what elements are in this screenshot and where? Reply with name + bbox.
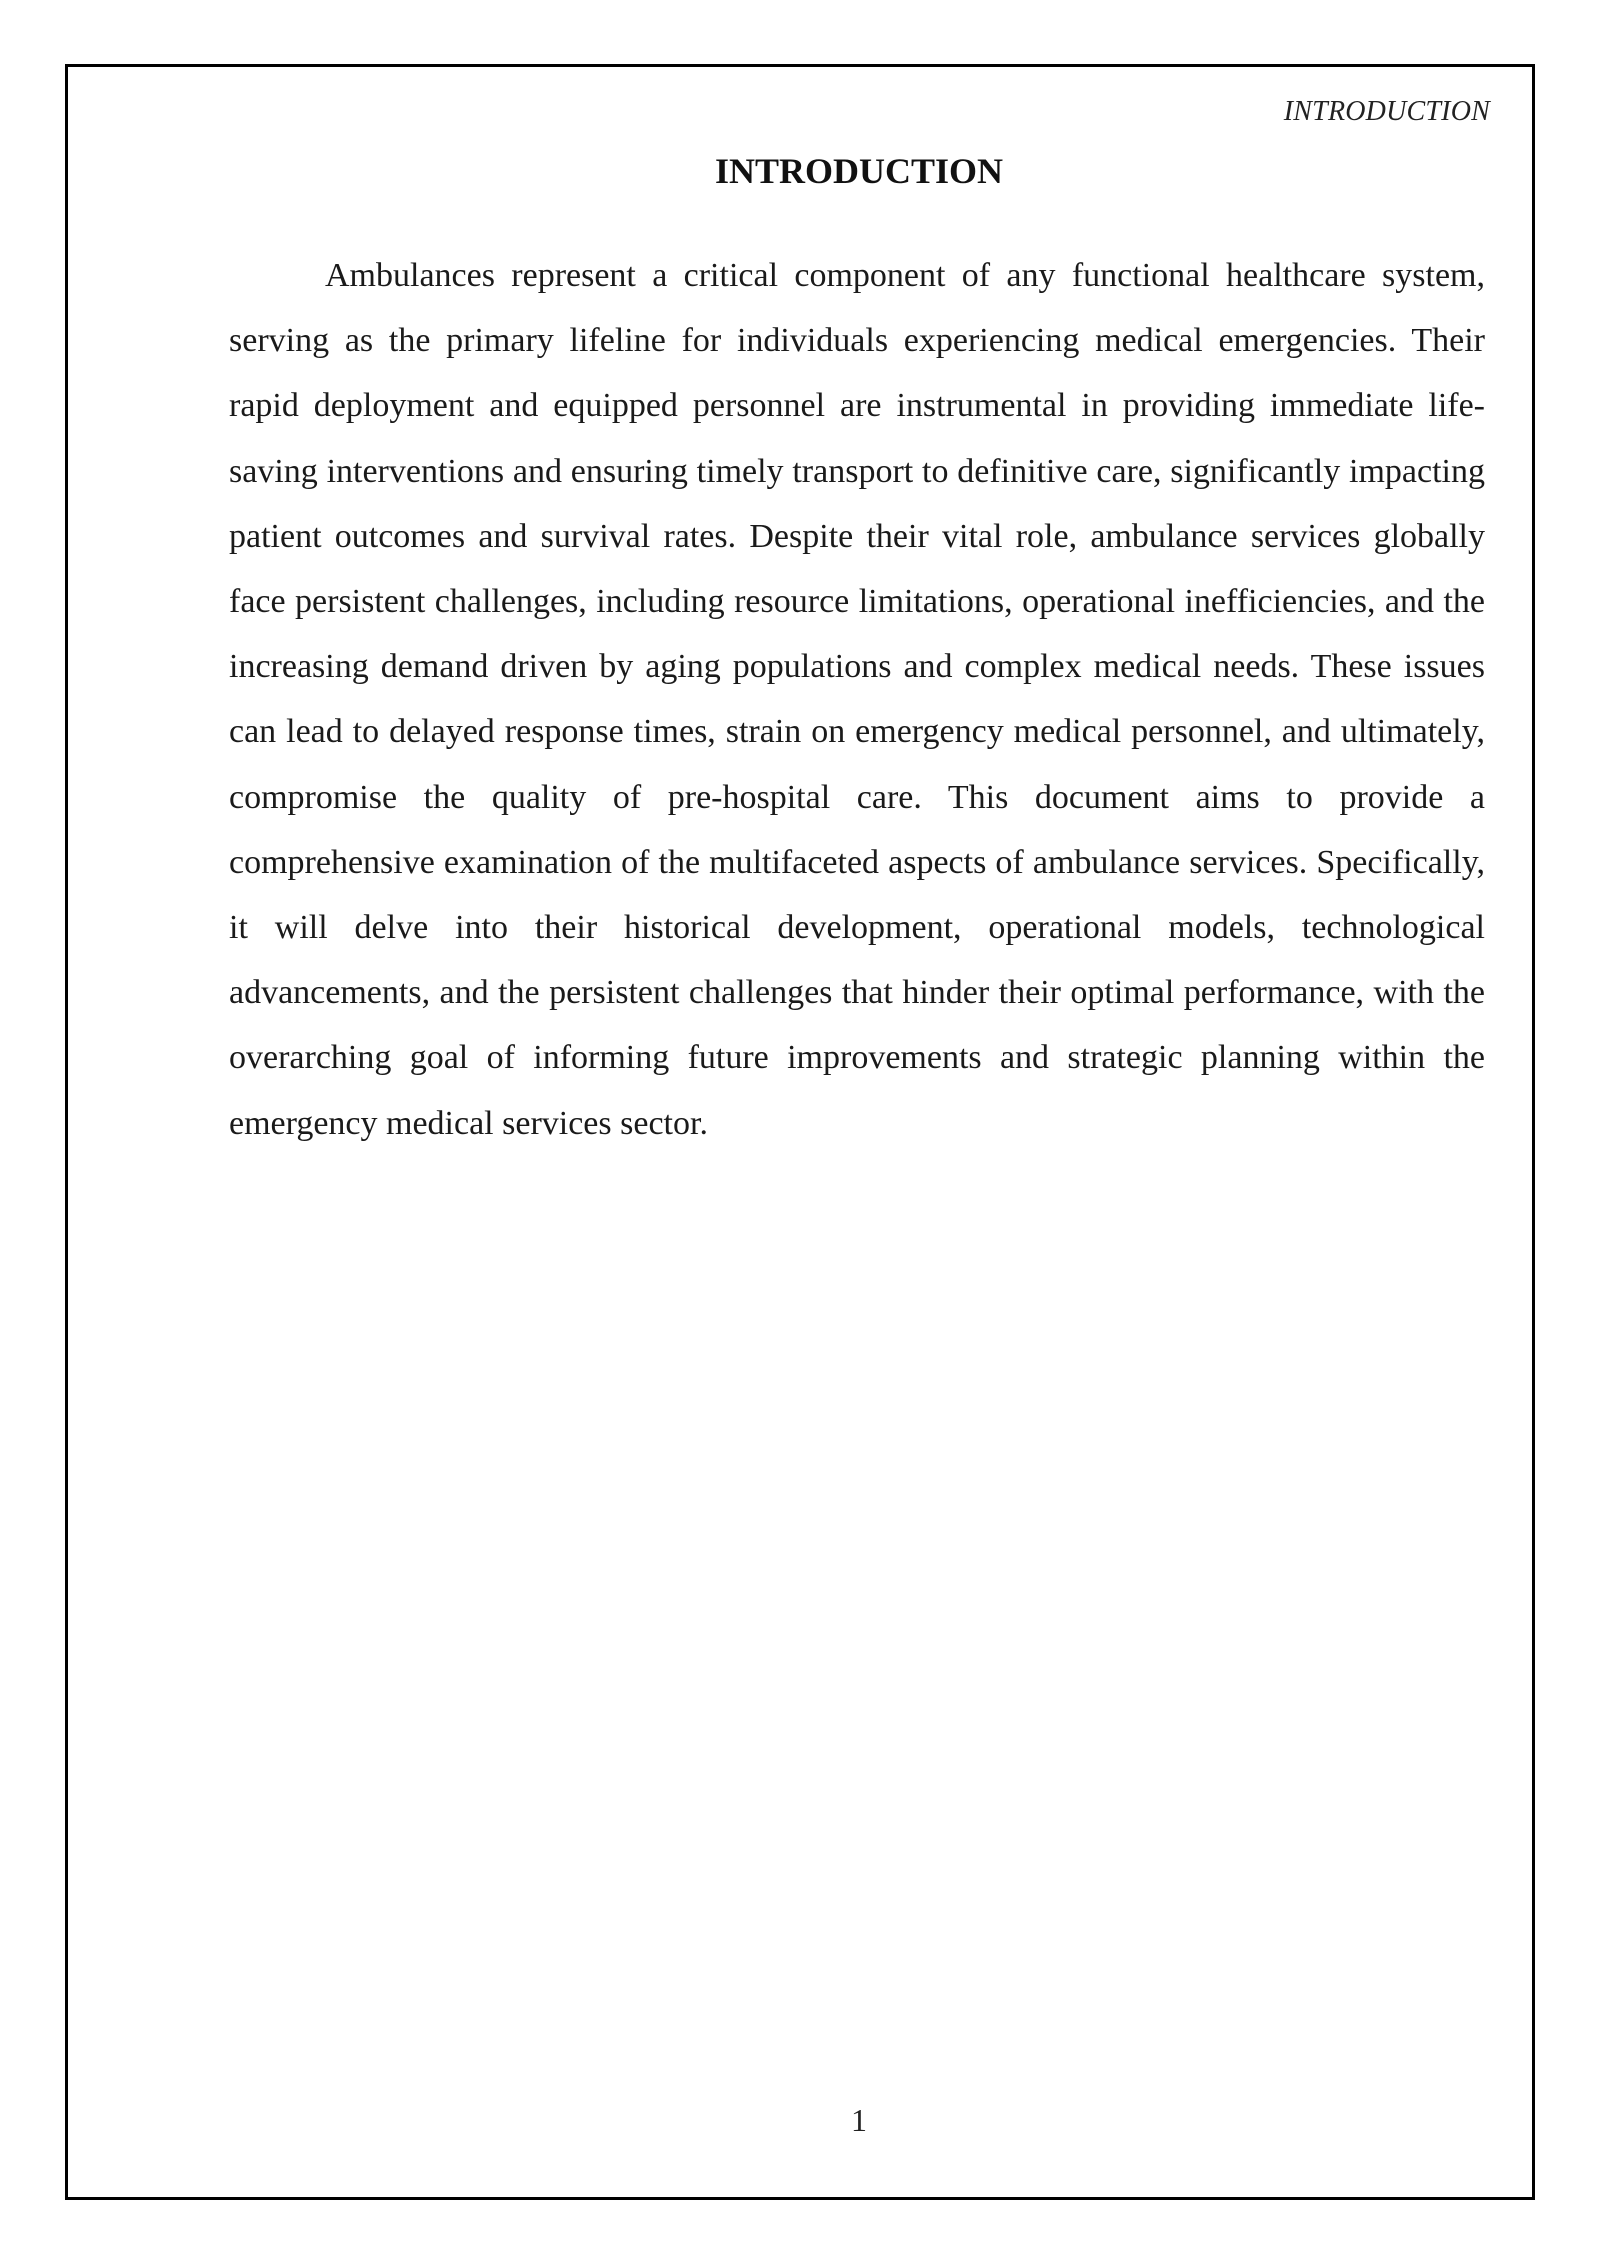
body-paragraph: Ambulances represent a critical component of any functional healthcare system, serving as the primary lifeline for individuals experiencing medical emergencies. Their rapid deployment and equipped personnel are instrumental in providing immediate life-saving interventions and ensuring timely transport to definitive care, significantly impacting patient outcomes and survival rates. Despite their vital role, ambulance services globally face persistent challenges, including resource limitations, operational inefficiencies, and the increasing demand driven by aging populations and complex medical needs. These issues can lead to delayed response times, strain on emergency medical personnel, and ultimately, compromise the quality of pre-hospital care. This document aims to provide a comprehensive examination of the multifaceted aspects of ambulance services. Specifically, it will delve into their historical development, operational models, technological advancements, and the persistent challenges that hinder their optimal performance, with the overarching goal of informing future improvements and strategic planning within the emergency medical services sector. (229, 257, 1485, 1142)
page-number: 1 (851, 2102, 867, 2138)
page-title: INTRODUCTION (714, 151, 1004, 191)
running-header: INTRODUCTION (1283, 96, 1490, 127)
